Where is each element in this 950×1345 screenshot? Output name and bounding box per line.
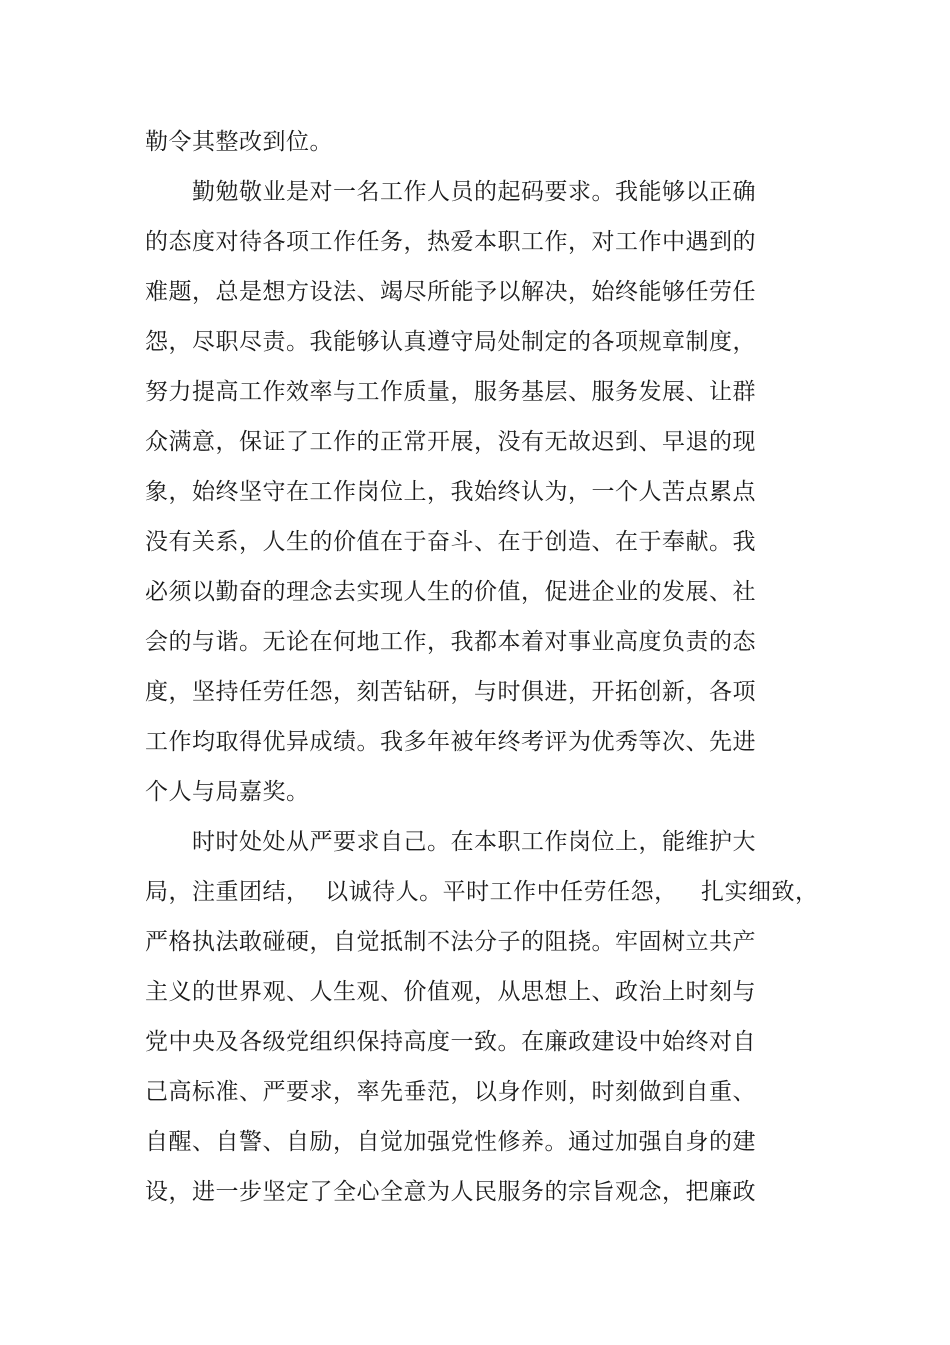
text-line: 怨，尽职尽责。我能够认真遵守局处制定的各项规章制度， bbox=[145, 329, 756, 355]
text-line: 的态度对待各项工作任务，热爱本职工作，对工作中遇到的 bbox=[145, 229, 756, 255]
text-line: 己高标准、严要求，率先垂范，以身作则，时刻做到自重、 bbox=[145, 1079, 756, 1105]
text-line: 度，坚持任劳任怨，刻苦钻研，与时俱进，开拓创新，各项 bbox=[145, 679, 756, 705]
text-line: 工作均取得优异成绩。我多年被年终考评为优秀等次、先进 bbox=[145, 729, 756, 755]
text-line: 个人与局嘉奖。 bbox=[145, 779, 310, 805]
text-line: 主义的世界观、人生观、价值观，从思想上、政治上时刻与 bbox=[145, 979, 756, 1005]
text-line: 自醒、自警、自励，自觉加强党性修养。通过加强自身的建 bbox=[145, 1129, 756, 1155]
text-line: 局，注重团结， 以诚待人。平时工作中任劳任怨， 扎实细致， bbox=[145, 879, 819, 905]
text-line: 众满意，保证了工作的正常开展，没有无故迟到、早退的现 bbox=[145, 429, 756, 455]
text-line: 努力提高工作效率与工作质量，服务基层、服务发展、让群 bbox=[145, 379, 756, 405]
paragraph-first-line: 勤勉敬业是对一名工作人员的起码要求。我能够以正确 bbox=[192, 179, 756, 205]
paragraph-first-line: 时时处处从严要求自己。在本职工作岗位上，能维护大 bbox=[192, 829, 756, 855]
text-line: 严格执法敢碰硬，自觉抵制不法分子的阻挠。牢固树立共产 bbox=[145, 929, 756, 955]
text-line: 难题，总是想方设法、竭尽所能予以解决，始终能够任劳任 bbox=[145, 279, 756, 305]
text-line: 党中央及各级党组织保持高度一致。在廉政建设中始终对自 bbox=[145, 1029, 756, 1055]
text-line: 会的与谐。无论在何地工作，我都本着对事业高度负责的态 bbox=[145, 629, 756, 655]
text-line: 象，始终坚守在工作岗位上，我始终认为，一个人苦点累点 bbox=[145, 479, 756, 505]
text-line: 勒令其整改到位。 bbox=[145, 129, 333, 155]
text-line: 没有关系，人生的价值在于奋斗、在于创造、在于奉献。我 bbox=[145, 529, 756, 555]
text-line: 必须以勤奋的理念去实现人生的价值，促进企业的发展、社 bbox=[145, 579, 756, 605]
text-line: 设，进一步坚定了全心全意为人民服务的宗旨观念，把廉政 bbox=[145, 1179, 756, 1205]
